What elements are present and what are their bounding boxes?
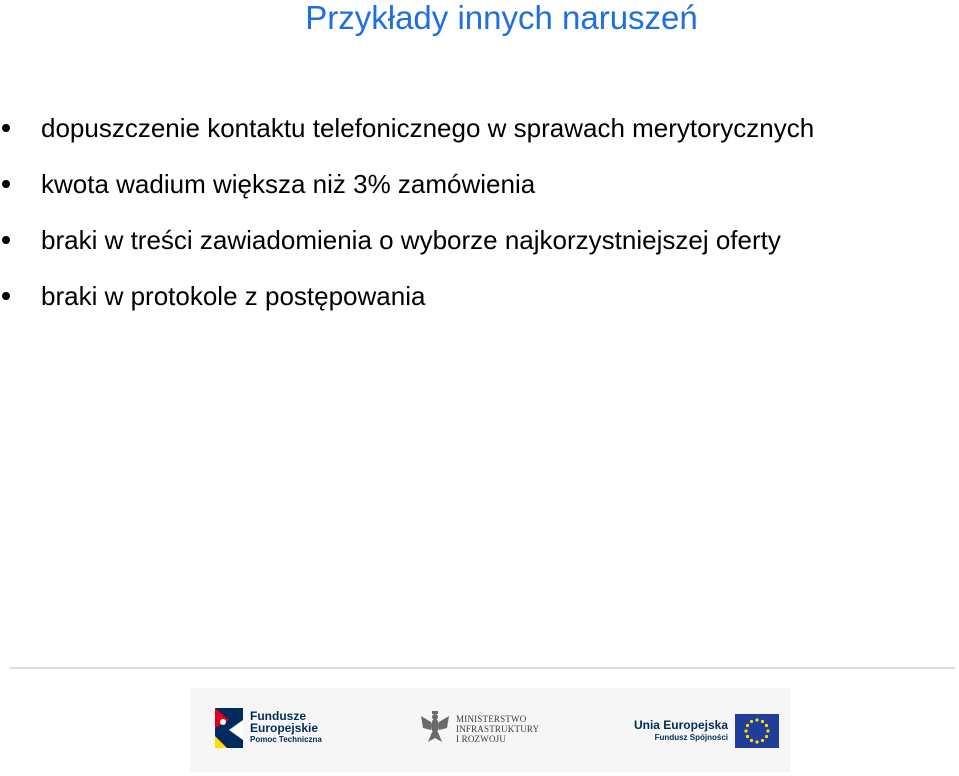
fundusze-line-3: Pomoc Techniczna <box>250 735 322 744</box>
bullet-text: kwota wadium większa niż 3% zamówienia <box>41 169 536 199</box>
footer-divider <box>10 667 955 669</box>
bullet-text: dopuszczenie kontaktu telefonicznego w sprawach merytorycznych <box>41 113 815 143</box>
unia-line-1: Unia Europejska <box>633 718 728 732</box>
fundusze-line-1: Fundusze <box>250 709 306 723</box>
ministerstwo-line-3: I ROZWOJU <box>456 734 507 744</box>
polish-eagle-icon <box>420 710 450 746</box>
bullet-text: braki w protokole z postępowania <box>41 281 426 311</box>
unia-line-2: Fundusz Spójności <box>654 733 728 742</box>
bullet-icon <box>2 292 10 300</box>
eu-flag-icon <box>735 714 779 748</box>
fundusze-line-2: Europejskie <box>250 721 319 735</box>
bullet-icon <box>2 124 10 132</box>
fundusze-europejskie-logo-icon <box>213 706 245 750</box>
slide-title: Przykłady innych naruszeń <box>305 0 698 36</box>
ministerstwo-line-1: MINISTERSTWO <box>456 714 527 724</box>
bullet-item <box>0 272 814 328</box>
bullet-text: braki w treści zawiadomienia o wyborze najkorzystniejszej oferty <box>41 225 781 255</box>
ministerstwo-line-2: INFRASTRUKTURY <box>456 724 540 734</box>
bullet-list <box>0 104 814 328</box>
bullet-item <box>0 216 814 272</box>
bullet-icon <box>2 180 10 188</box>
footer-logo-strip <box>190 688 790 772</box>
bullet-icon <box>2 236 10 244</box>
bullet-item <box>0 104 814 160</box>
bullet-item <box>0 160 814 216</box>
